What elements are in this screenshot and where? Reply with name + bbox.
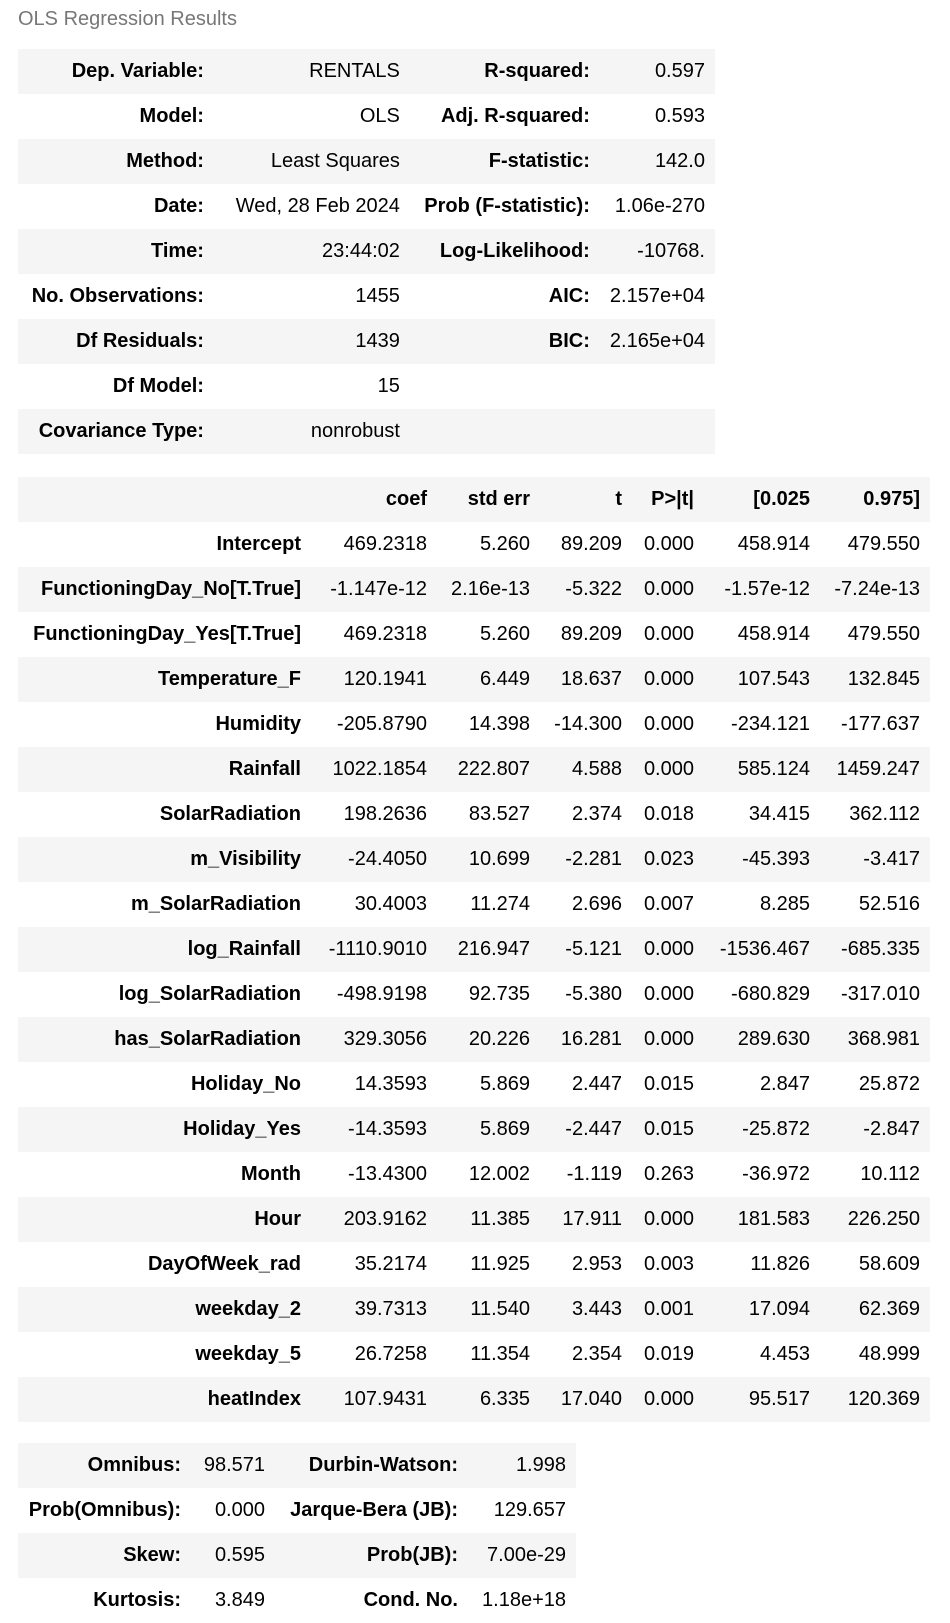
coefficient-value: 20.226 [437,1017,540,1062]
coefficient-value: -1536.467 [704,927,820,972]
coefficient-value: -1.57e-12 [704,567,820,612]
coefficient-value: 6.449 [437,657,540,702]
variable-name: Holiday_Yes [18,1107,311,1152]
coefficient-value: 14.398 [437,702,540,747]
diagnostics-table [18,1443,576,1623]
summary-value: Wed, 28 Feb 2024 [235,195,400,217]
coefficient-value: 11.274 [437,882,540,927]
coefficient-value: 0.003 [632,1242,704,1287]
summary-row [18,139,715,184]
summary-value [600,409,715,454]
coefficient-value: 11.385 [437,1197,540,1242]
coefficient-value: 0.007 [632,882,704,927]
coefficient-value: -2.281 [540,837,632,882]
summary-row [18,409,715,454]
coefficient-value: -25.872 [704,1107,820,1152]
coefficient-value: 25.872 [820,1062,930,1107]
variable-name: m_Visibility [18,837,311,882]
coefficient-value: -14.300 [540,702,632,747]
coefficient-row [18,657,930,702]
coefficient-value: 0.000 [632,567,704,612]
coefficient-value: -1.119 [540,1152,632,1197]
coefficient-header-cell: coef [311,477,437,522]
coefficient-value: -24.4050 [311,837,437,882]
coefficient-value: 0.000 [632,612,704,657]
coefficient-row [18,567,930,612]
summary-label: Model: [139,105,204,127]
coefficient-value: -13.4300 [311,1152,437,1197]
coefficient-value: 0.001 [632,1287,704,1332]
summary-row [18,319,715,364]
diagnostic-label: Jarque-Bera (JB): [290,1499,458,1521]
coefficient-value: 458.914 [704,522,820,567]
coefficient-value: 0.015 [632,1062,704,1107]
coefficient-row [18,1287,930,1332]
coefficient-value: -317.010 [820,972,930,1017]
coefficient-value: 1022.1854 [311,747,437,792]
summary-label: Df Model: [112,375,204,397]
coefficient-value: 58.609 [820,1242,930,1287]
diagnostic-label: Omnibus: [18,1443,191,1488]
variable-name: has_SolarRadiation [18,1017,311,1062]
coefficient-value: 10.699 [437,837,540,882]
coefficient-value: 216.947 [437,927,540,972]
summary-label: BIC: [410,319,600,364]
coefficient-value: 0.000 [632,702,704,747]
diagnostic-label: Skew: [18,1533,191,1578]
summary-value: 23:44:02 [214,229,410,274]
diagnostic-value: 98.571 [191,1443,275,1488]
coefficient-value: 2.16e-13 [437,567,540,612]
coefficient-value: 1459.247 [820,747,930,792]
coefficient-value: 107.9431 [311,1377,437,1422]
summary-label [410,409,600,454]
summary-label: F-statistic: [410,139,600,184]
variable-name: m_SolarRadiation [18,882,311,927]
coefficient-row [18,792,930,837]
coefficient-row [18,747,930,792]
diagnostic-label: Kurtosis: [93,1589,181,1611]
diagnostic-value: 1.18e+18 [482,1589,566,1611]
coefficient-value: 2.374 [540,792,632,837]
coefficient-value: -1110.9010 [311,927,437,972]
summary-label: R-squared: [410,49,600,94]
summary-value: nonrobust [214,409,410,454]
coefficient-value: 52.516 [820,882,930,927]
coefficient-value: 479.550 [820,522,930,567]
coefficient-header-cell [18,477,311,522]
coefficient-value: -234.121 [704,702,820,747]
variable-name: weekday_5 [18,1332,311,1377]
variable-name: log_Rainfall [18,927,311,972]
diagnostic-value: 0.595 [191,1533,275,1578]
coefficient-value: 4.453 [704,1332,820,1377]
variable-name: DayOfWeek_rad [18,1242,311,1287]
coefficient-value: -1.147e-12 [311,567,437,612]
coefficient-value: 0.000 [632,657,704,702]
coefficient-value: -177.637 [820,702,930,747]
coefficient-value: 0.015 [632,1107,704,1152]
coefficient-value: 0.000 [632,747,704,792]
coefficient-value: 16.281 [540,1017,632,1062]
diagnostic-label: Prob(Omnibus): [28,1499,181,1521]
variable-name: FunctioningDay_No[T.True] [18,567,311,612]
diagnostic-value: 0.000 [214,1499,265,1521]
coefficient-value: 289.630 [704,1017,820,1062]
coefficient-value: 120.369 [820,1377,930,1422]
coefficient-value: -498.9198 [311,972,437,1017]
coefficient-value: 3.443 [540,1287,632,1332]
coefficient-header-cell: [0.025 [704,477,820,522]
coefficient-row [18,522,930,567]
coefficient-value: -2.447 [540,1107,632,1152]
coefficient-value: 89.209 [540,612,632,657]
diagnostics-row [18,1533,576,1578]
coefficient-value: 92.735 [437,972,540,1017]
summary-value: 0.593 [654,105,705,127]
summary-row [18,184,715,229]
coefficient-value: 0.000 [632,1017,704,1062]
summary-value: OLS [359,105,400,127]
coefficient-value: 8.285 [704,882,820,927]
summary-value: 2.157e+04 [609,285,705,307]
coefficient-value: 18.637 [540,657,632,702]
coefficient-row [18,1242,930,1287]
coefficient-value: 6.335 [437,1377,540,1422]
coefficient-row [18,1377,930,1422]
diagnostics-row [18,1488,576,1533]
coefficient-value: 5.260 [437,612,540,657]
coefficient-value: 11.826 [704,1242,820,1287]
coefficient-row [18,972,930,1017]
coefficient-value: 5.869 [437,1107,540,1152]
summary-label: Covariance Type: [18,409,214,454]
coefficient-value: 14.3593 [311,1062,437,1107]
coefficient-value: 0.019 [632,1332,704,1377]
coefficient-value: 222.807 [437,747,540,792]
coefficient-header-cell: P>|t| [632,477,704,522]
summary-value: Least Squares [214,139,410,184]
coefficient-value: -3.417 [820,837,930,882]
coefficient-value: 48.999 [820,1332,930,1377]
coefficient-value: 11.540 [437,1287,540,1332]
coefficient-value: 132.845 [820,657,930,702]
coefficient-value: 226.250 [820,1197,930,1242]
summary-value: 1.06e-270 [614,195,705,217]
coefficient-row [18,882,930,927]
coefficient-value: 362.112 [820,792,930,837]
coefficient-value: 17.094 [704,1287,820,1332]
coefficient-value: 2.354 [540,1332,632,1377]
variable-name: Temperature_F [18,657,311,702]
variable-name: Humidity [18,702,311,747]
coefficient-value: 10.112 [820,1152,930,1197]
coefficient-header-cell: 0.975] [820,477,930,522]
summary-row [18,49,715,94]
summary-label: No. Observations: [31,285,204,307]
coefficient-value: 0.000 [632,927,704,972]
summary-row [18,229,715,274]
variable-name: Hour [18,1197,311,1242]
coefficient-value: 17.040 [540,1377,632,1422]
coefficient-value: 83.527 [437,792,540,837]
diagnostic-value: 7.00e-29 [468,1533,576,1578]
summary-value [600,364,715,409]
coefficient-header-cell: t [540,477,632,522]
coefficient-value: -7.24e-13 [820,567,930,612]
diagnostic-label: Durbin-Watson: [275,1443,468,1488]
model-summary-table [18,49,715,454]
coefficient-value: -685.335 [820,927,930,972]
coefficient-value: 11.354 [437,1332,540,1377]
coefficient-value: 4.588 [540,747,632,792]
summary-label: Adj. R-squared: [440,105,590,127]
summary-value: 15 [377,375,400,397]
coefficient-value: -2.847 [820,1107,930,1152]
coefficient-value: 585.124 [704,747,820,792]
summary-label: Time: [18,229,214,274]
summary-value: 142.0 [600,139,715,184]
coefficient-value: -36.972 [704,1152,820,1197]
coefficient-value: -205.8790 [311,702,437,747]
coefficient-value: 198.2636 [311,792,437,837]
coefficient-row [18,1152,930,1197]
summary-label: Dep. Variable: [18,49,214,94]
coefficient-row [18,837,930,882]
coefficient-value: 0.000 [632,1197,704,1242]
coefficient-value: 0.263 [632,1152,704,1197]
coefficient-value: 368.981 [820,1017,930,1062]
coefficient-value: 35.2174 [311,1242,437,1287]
coefficient-row [18,1107,930,1152]
coefficient-value: 458.914 [704,612,820,657]
variable-name: Month [18,1152,311,1197]
coefficient-row [18,1332,930,1377]
coefficient-row [18,1017,930,1062]
coefficient-value: 39.7313 [311,1287,437,1332]
coefficient-value: 26.7258 [311,1332,437,1377]
coefficient-header-cell: std err [437,477,540,522]
coefficient-value: 95.517 [704,1377,820,1422]
coefficient-value: 12.002 [437,1152,540,1197]
summary-label: Prob (F-statistic): [424,195,590,217]
coefficient-value: 89.209 [540,522,632,567]
coefficient-value: 34.415 [704,792,820,837]
summary-value: 2.165e+04 [600,319,715,364]
coefficient-value: 30.4003 [311,882,437,927]
coefficient-row [18,702,930,747]
coefficient-value: -45.393 [704,837,820,882]
coefficient-value: -5.121 [540,927,632,972]
coefficient-value: 2.696 [540,882,632,927]
summary-value: 1439 [214,319,410,364]
coefficient-row [18,1062,930,1107]
coefficient-value: 0.000 [632,522,704,567]
summary-label: Date: [153,195,204,217]
coefficient-value: 0.000 [632,1377,704,1422]
diagnostic-value: 3.849 [214,1589,265,1611]
coefficient-value: 62.369 [820,1287,930,1332]
coefficient-row [18,927,930,972]
summary-value: 0.597 [600,49,715,94]
coefficient-value: 2.847 [704,1062,820,1107]
coefficient-value: 203.9162 [311,1197,437,1242]
diagnostic-label: Prob(JB): [275,1533,468,1578]
coefficient-value: 329.3056 [311,1017,437,1062]
diagnostic-value: 1.998 [468,1443,576,1488]
coefficient-row [18,1197,930,1242]
coefficient-value: 469.2318 [311,612,437,657]
coefficient-value: 469.2318 [311,522,437,567]
coefficient-header-row [18,477,930,522]
diagnostics-row [18,1443,576,1488]
coefficient-value: 0.023 [632,837,704,882]
variable-name: weekday_2 [18,1287,311,1332]
summary-row [18,274,715,319]
table-caption: OLS Regression Results [18,8,237,30]
summary-label [410,364,600,409]
diagnostic-value: 129.657 [493,1499,566,1521]
summary-value: -10768. [600,229,715,274]
summary-label: Method: [18,139,214,184]
summary-row [18,364,715,409]
coefficient-value: 181.583 [704,1197,820,1242]
variable-name: FunctioningDay_Yes[T.True] [18,612,311,657]
variable-name: Intercept [18,522,311,567]
coefficient-value: 120.1941 [311,657,437,702]
coefficient-value: -14.3593 [311,1107,437,1152]
coefficient-value: -680.829 [704,972,820,1017]
coefficient-row [18,612,930,657]
summary-label: Df Residuals: [18,319,214,364]
coefficient-value: 2.953 [540,1242,632,1287]
summary-value: RENTALS [214,49,410,94]
variable-name: log_SolarRadiation [18,972,311,1017]
variable-name: Holiday_No [18,1062,311,1107]
summary-row [18,94,715,139]
coefficient-value: -5.380 [540,972,632,1017]
summary-label: AIC: [548,285,590,307]
summary-value: 1455 [355,285,400,307]
coefficient-table [18,477,930,1422]
coefficient-value: 11.925 [437,1242,540,1287]
variable-name: SolarRadiation [18,792,311,837]
coefficient-value: 0.018 [632,792,704,837]
diagnostics-row [18,1578,576,1623]
coefficient-value: 5.260 [437,522,540,567]
summary-label: Log-Likelihood: [410,229,600,274]
coefficient-value: -5.322 [540,567,632,612]
coefficient-value: 479.550 [820,612,930,657]
variable-name: Rainfall [18,747,311,792]
diagnostic-label: Cond. No. [363,1589,458,1611]
coefficient-value: 5.869 [437,1062,540,1107]
coefficient-value: 17.911 [540,1197,632,1242]
variable-name: heatIndex [18,1377,311,1422]
coefficient-value: 0.000 [632,972,704,1017]
coefficient-value: 107.543 [704,657,820,702]
coefficient-value: 2.447 [540,1062,632,1107]
